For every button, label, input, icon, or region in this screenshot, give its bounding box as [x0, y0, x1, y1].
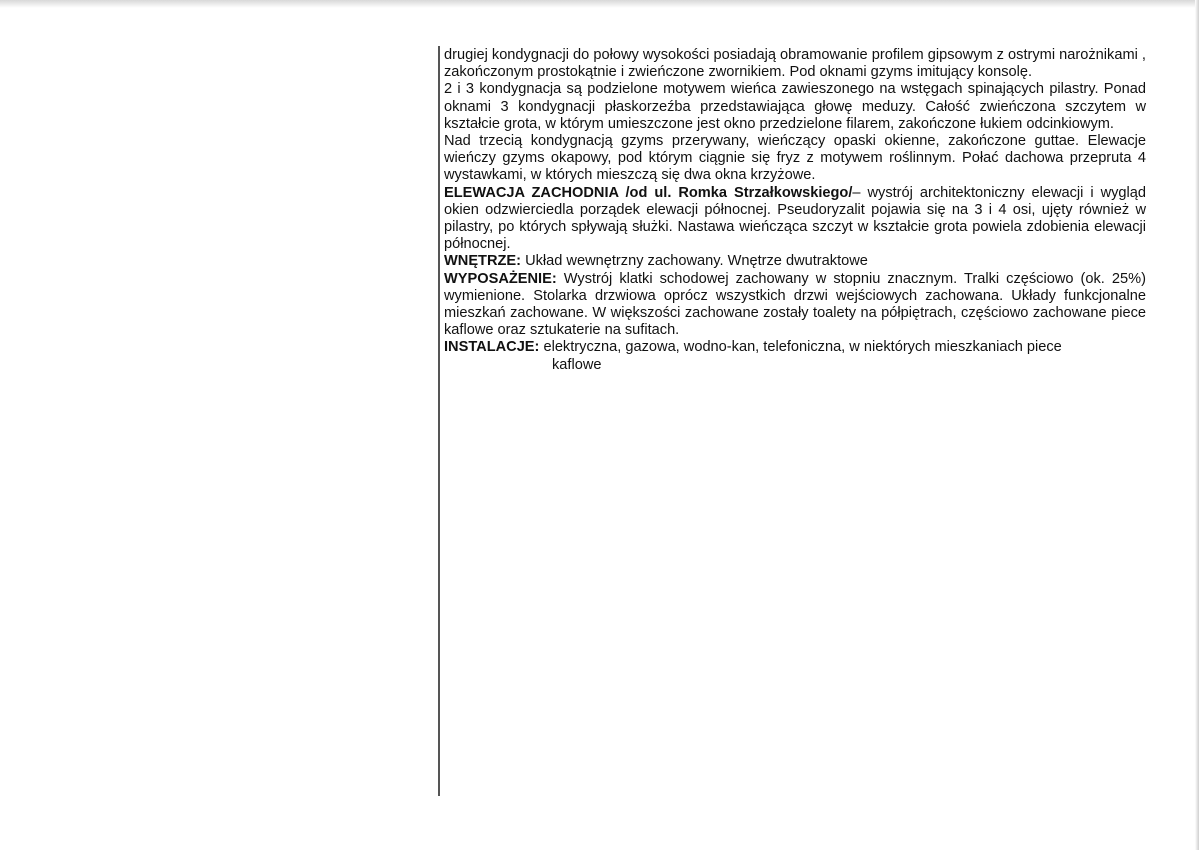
- paragraph-west-elevation: [444, 185, 1146, 254]
- text-west-elevation: – wystrój architektoniczny elewacji i wygląd okien odzwierciedla porządek elewacji północnej. Pseudoryzalit pojawia się na 3 i 4 osi, ujęty również w pilastry, po których spływają służki. Nastawa wieńcząca szczyt w kształcie grota powiela zdobienia elewacji północnej.: [444, 184, 1147, 253]
- paragraph-cornice-roof: Nad trzecią kondygnacją gzyms przerywany, wieńczący opaski okienne, zakończone guttae. Elewacje wieńczy gzyms okapowy, pod którym ciągnie się fryz z motywem roślinnym. Połać dachowa przepruta 4 wystawkami, w których mieszczą się dwa okna krzyżowe.: [444, 133, 1146, 184]
- heading-installations: INSTALACJE:: [444, 339, 540, 356]
- text-interior: Układ wewnętrzny zachowany. Wnętrze dwutraktowe: [521, 253, 868, 270]
- scan-top-edge: [0, 0, 1199, 8]
- text-installations: elektryczna, gazowa, wodno-kan, telefoniczna, w niektórych mieszkaniach piece: [539, 339, 1062, 356]
- heading-equipment: WYPOSAŻENIE:: [444, 270, 557, 287]
- heading-interior: WNĘTRZE:: [444, 253, 522, 270]
- paragraph-equipment: [444, 271, 1146, 340]
- document-text-column: [444, 47, 1146, 374]
- scan-right-edge: [1195, 0, 1199, 850]
- column-divider-line: [438, 46, 440, 796]
- paragraph-storeys-decoration: 2 i 3 kondygnacja są podzielone motywem wieńca zawieszonego na wstęgach spinających pilastry. Ponad oknami 3 kondygnacji płaskorzeźba przedstawiająca głowę meduzy. Całość zwieńczona szczytem w kształcie grota, w którym umieszczone jest okno przedzielone filarem, zakończone łukiem odcinkiowym.: [444, 81, 1146, 132]
- heading-west-elevation: ELEWACJA ZACHODNIA /od ul. Romka Strzałkowskiego/: [444, 184, 853, 201]
- paragraph-window-frames: drugiej kondygnacji do połowy wysokości posiadają obramowanie profilem gipsowym z ostrymi narożnikami , zakończonym prostokątnie i zwieńczone zwornikiem. Pod oknami gzyms imitujący konsolę.: [444, 47, 1146, 81]
- paragraph-interior: [444, 253, 1146, 270]
- text-equipment: Wystrój klatki schodowej zachowany w stopniu znacznym. Tralki częściowo (ok. 25%) wymienione. Stolarka drzwiowa oprócz wszystkich drzwi wejściowych zachowana. Układy funkcjonalne mieszkań zachowane. W większości zachowane zostały toalety na półpiętrach, częściowo zachowane piece kaflowe oraz sztukaterie na sufitach.: [444, 270, 1146, 339]
- paragraph-installations: [444, 339, 1146, 356]
- text-installations-continuation: kaflowe: [552, 356, 602, 373]
